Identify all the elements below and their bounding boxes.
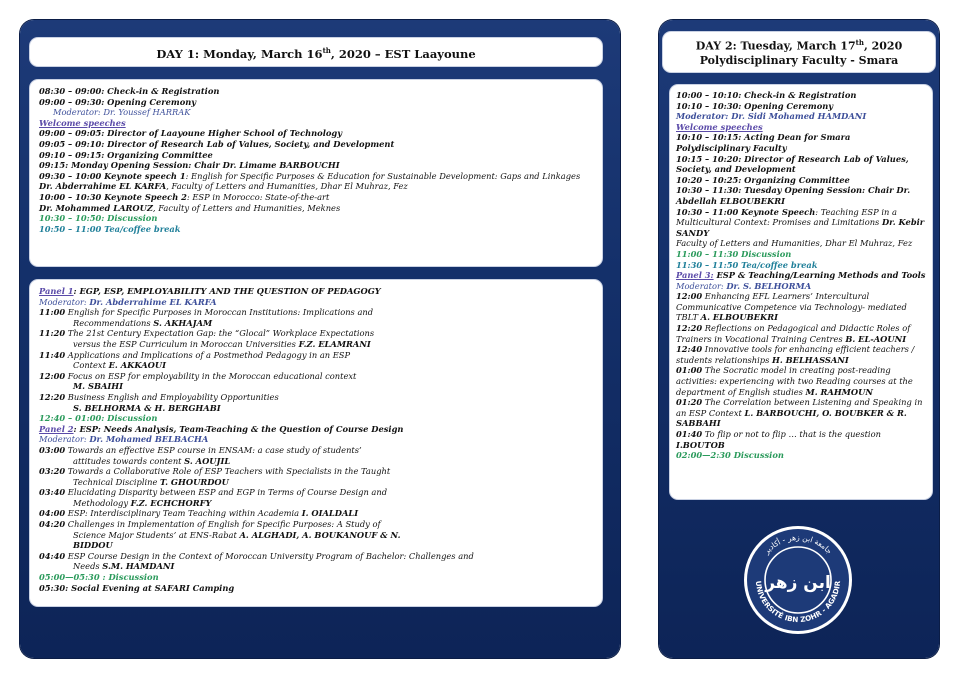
talk-item: 03:40 Elucidating Disparity between ESP and EGP in Terms of Course Design and <box>39 487 388 498</box>
keynote-2-speaker: Dr. Mohammed LAROUZ, Faculty of Letters and Humanities, Meknes <box>39 202 341 213</box>
talk-item: 11:00 English for Specific Purposes in Moroccan Institutions: Implications and <box>39 307 374 318</box>
talk-item: 04:20 Challenges in Implementation of English for Specific Purposes: A Study of <box>39 519 381 530</box>
talk-item-cont: versus the ESP Curriculum in Moroccan Universities F.Z. ELAMRANI <box>73 338 371 349</box>
talk-item: 04:00 ESP: Interdisciplinary Team Teaching within Academia I. OIALDALI <box>39 508 359 519</box>
talk-item: 01:00 The Socratic model in creating post-reading activities: experiencing with two Reading courses at the department of English studies M. RAHMOUN <box>676 365 913 397</box>
welcome-item: 10:20 – 10:25: Organizing Committee <box>676 174 850 185</box>
checkin-item: 08:30 – 09:00: Check-in & Registration <box>39 86 220 96</box>
panel-2-discussion: 05:00—05:30 : Discussion <box>39 572 159 583</box>
panel-3-moderator: Moderator: Dr. S. BELHORMA <box>676 280 812 291</box>
panel-2-moderator: Moderator: Dr. Mohamed BELBACHA <box>39 434 209 445</box>
talk-item-cont: Science Major Students’ at ENS-Rabat A. ALGHADI, A. BOUKANOUF & N. <box>73 529 401 540</box>
talk-item: 11:20 The 21st Century Expectation Gap: the “Glocal” Workplace Expectations <box>39 328 375 339</box>
break-item: 10:50 – 11:00 Tea/coffee break <box>39 223 181 234</box>
panel-1-heading: Panel 1: EGP, ESP, EMPLOYABILITY AND THE QUESTION OF PEDAGOGY <box>39 286 381 296</box>
day1-title-text: DAY 1: Monday, March 16th, 2020 – EST Laayoune <box>156 45 476 61</box>
day2-title-line2: Polydisciplinary Faculty - Smara <box>699 53 899 67</box>
keynote-1: 09:30 – 10:00 Keynote speech 1: English for Specific Purposes & Education for Sustainable Development: Gaps and Linkages <box>39 170 581 181</box>
panel-1-discussion: 12:40 – 01:00: Discussion <box>39 413 158 424</box>
social-evening-item: 05:30: Social Evening at SAFARI Camping <box>39 582 235 593</box>
opening-item: 09:00 – 09:30: Opening Ceremony <box>39 96 197 107</box>
talk-item: 11:40 Applications and Implications of a Postmethod Pedagogy in an ESP <box>39 349 351 360</box>
moderator-line: Moderator: Dr. Youssef HARRAK <box>53 107 191 118</box>
talk-item-cont: Technical Discipline T. GHOURDOU <box>73 476 229 487</box>
welcome-item: 09:10 – 09:15: Organizing Committee <box>39 149 213 160</box>
talk-item: 12:20 Business English and Employability Opportunities <box>39 391 279 402</box>
opening-item: 10:10 – 10:30: Opening Ceremony <box>676 100 834 111</box>
talk-item: 01:40 To flip or not to flip … that is the question I.BOUTOB <box>676 429 881 450</box>
keynote-item: 10:30 – 11:00 Keynote Speech: Teaching ESP in a Multicultural Context: Promises and Limitations Dr. Kebir SANDY <box>676 206 925 238</box>
discussion-item: 10:30 – 10:50: Discussion <box>39 213 158 224</box>
logo-arabic-ring-text: جامعة ابن زهر - أكادير <box>762 532 834 556</box>
talk-item: 12:40 Innovative tools for enhancing efficient teachers / students relationships H. BELHASSANI <box>676 344 915 365</box>
talk-item-cont: attitudes towards content S. AOUJIL <box>73 455 231 466</box>
panel-2-heading: Panel 2: ESP: Needs Analysis, Team-Teaching & the Question of Course Design <box>39 423 404 434</box>
moderator-line: Moderator: Dr. Sidi Mohamed HAMDANI <box>676 111 867 122</box>
day2-title-line1: DAY 2: Tuesday, March 17th, 2020 <box>695 38 903 53</box>
opening-session-item: 10:30 – 11:30: Tuesday Opening Session: Chair Dr. Abdellah ELBOUBEKRI <box>676 185 911 206</box>
welcome-item: 10:15 – 10:20: Director of Research Lab of Values, Society, and Development <box>676 153 909 175</box>
keynote-1-speaker: Dr. Abderrahime EL KARFA, Faculty of Letters and Humanities, Dhar El Muhraz, Fez <box>39 181 408 192</box>
discussion-item: 11:00 – 11:30 Discussion <box>676 248 792 259</box>
break-item: 11:30 – 11:50 Tea/coffee break <box>676 259 818 270</box>
panel-3-discussion: 02:00—2:30 Discussion <box>676 450 784 461</box>
talk-item: 03:20 Towards a Collaborative Role of ESP Teachers with Specialists in the Taught <box>39 466 391 477</box>
welcome-speeches-heading: Welcome speeches <box>676 121 763 132</box>
talk-item-author: S. BELHORMA & H. BERGHABI <box>73 402 221 413</box>
keynote-affiliation: Faculty of Letters and Humanities, Dhar El Muhraz, Fez <box>676 238 913 249</box>
talk-item: 12:20 Reflections on Pedagogical and Didactic Roles of Trainers in Vocational Training Centres B. EL-AOUNI <box>676 323 911 344</box>
talk-item-cont: Recommendations S. AKHAJAM <box>73 317 213 328</box>
keynote-2: 10:00 – 10:30 Keynote Speech 2: ESP in Morocco: State-of-the-art <box>39 191 330 202</box>
talk-item-cont: Methodology F.Z. ECHCHORFY <box>73 497 212 508</box>
day1-panels-program <box>30 280 602 606</box>
talk-item-cont: Context E. AKKAOUI <box>73 360 166 371</box>
welcome-item: 09:05 – 09:10: Director of Research Lab of Values, Society, and Development <box>39 138 395 149</box>
welcome-speeches-heading: Welcome speeches <box>39 117 126 128</box>
day1-morning-program <box>30 80 602 266</box>
university-logo <box>742 524 854 636</box>
talk-item-author: BIDDOU <box>73 540 113 551</box>
talk-item-author: M. SBAIHI <box>73 381 124 392</box>
logo-ring-text: UNIVERSITÉ IBN ZOHR - AGADIR <box>753 580 843 625</box>
welcome-item: 10:10 – 10:15: Acting Dean for Smara Polydisciplinary Faculty <box>676 132 851 153</box>
talk-item: 12:00 Focus on ESP for employability in the Moroccan educational context <box>39 370 357 381</box>
day1-title <box>30 38 602 66</box>
day2-program <box>670 85 932 499</box>
talk-item: 12:00 Enhancing EFL Learners’ Intercultural Communicative Competence via Technology- mediated TBLT A. ELBOUBEKRI <box>676 291 907 323</box>
logo-center-text: ابن زهر <box>765 573 831 593</box>
opening-session-item: 09:15: Monday Opening Session: Chair Dr. Limame BARBOUCHI <box>39 160 340 171</box>
talk-item: 01:20 The Correlation between Listening and Speaking in an ESP Context L. BARBOUCHI, O. BOUBKER & R. SABBAHI <box>676 397 923 429</box>
welcome-item: 09:00 – 09:05: Director of Laayoune Higher School of Technology <box>39 128 343 139</box>
panel-1-moderator: Moderator: Dr. Abderrahime EL KARFA <box>39 296 217 307</box>
talk-item: 03:00 Towards an effective ESP course in ENSAM: a case study of students’ <box>39 444 362 455</box>
day2-title <box>663 32 935 72</box>
talk-item: 04:40 ESP Course Design in the Context of Moroccan University Program of Bachelor: Challenges and <box>39 550 474 561</box>
panel-3-heading: Panel 3: ESP & Teaching/Learning Methods and Tools <box>676 270 926 281</box>
talk-item-cont: Needs S.M. HAMDANI <box>73 561 175 572</box>
checkin-item: 10:00 – 10:10: Check-in & Registration <box>676 90 857 100</box>
